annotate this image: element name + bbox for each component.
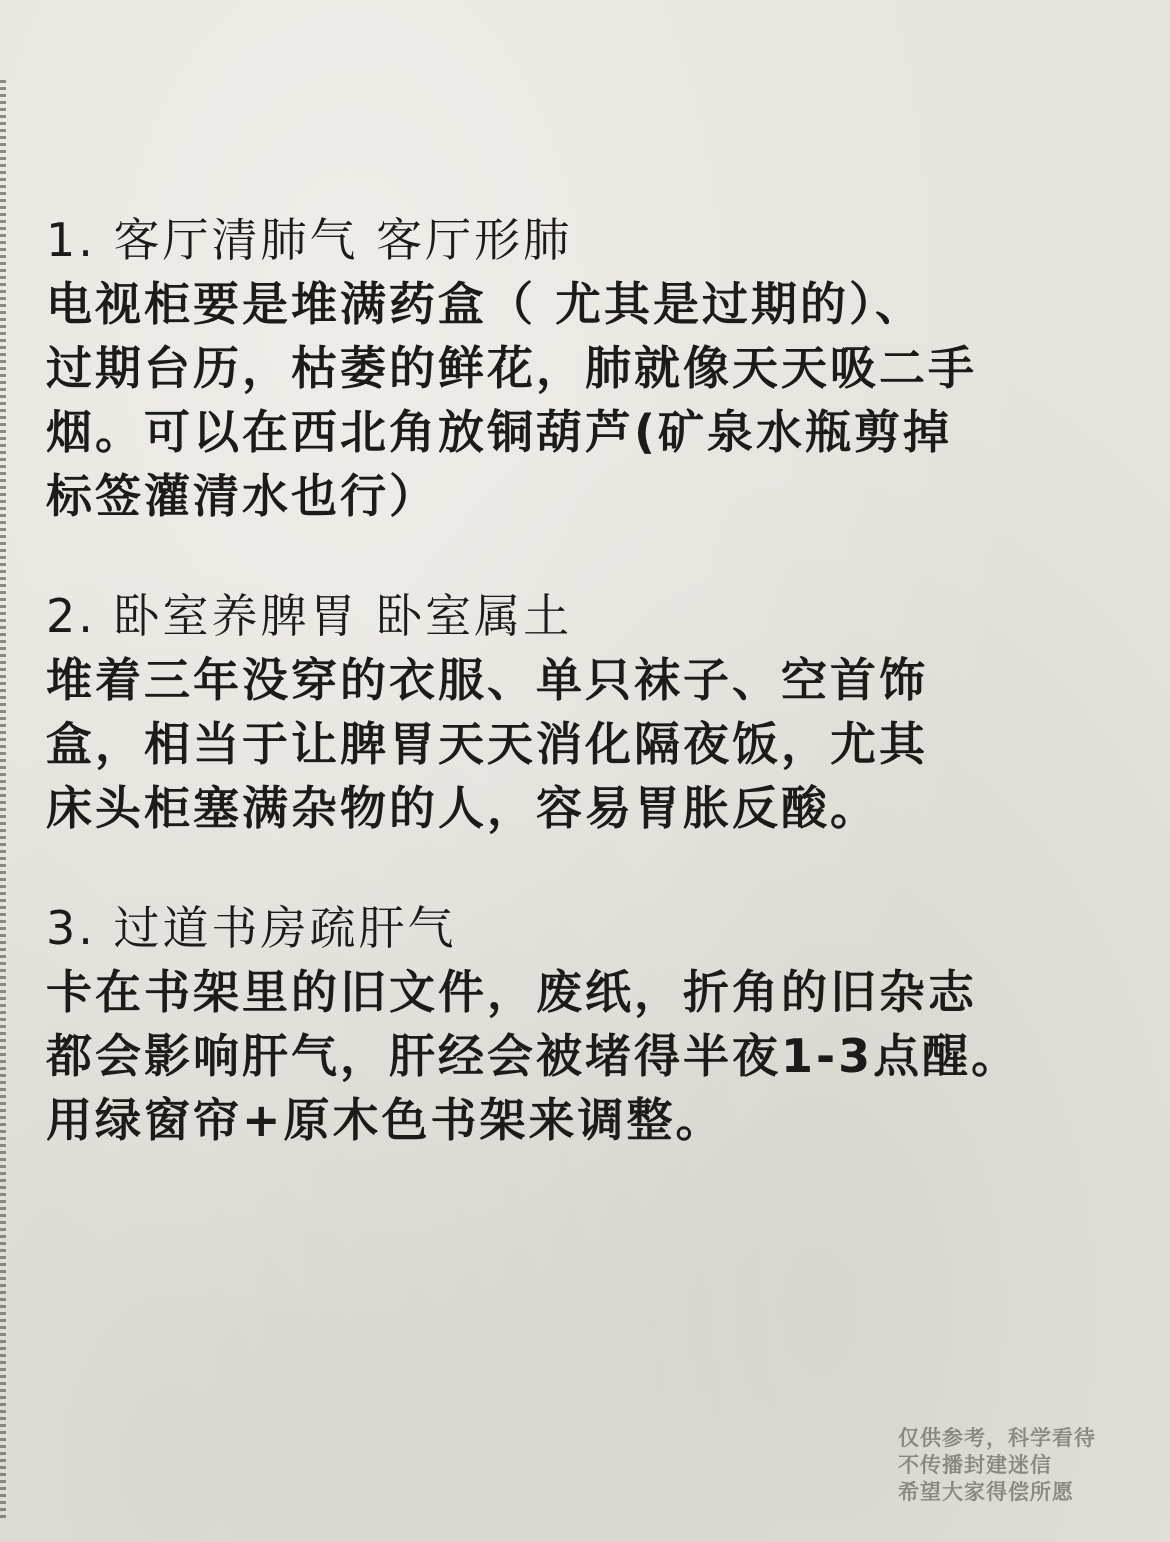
body-line: 堆着三年没穿的衣服、单只袜子、空首饰: [46, 653, 928, 707]
body-line: 标签灌清水也行）: [46, 469, 438, 523]
section-heading: 2. 卧室养脾胃 卧室属土: [46, 589, 573, 643]
disclaimer-line: 仅供参考，科学看待: [898, 1425, 1096, 1450]
section-study: [46, 896, 1136, 1152]
body-line: 都会影响肝气，肝经会被堵得半夜1-3点醒。: [46, 1029, 1021, 1083]
notebook-binding-edge: [0, 80, 6, 1520]
section-heading: 3. 过道书房疏肝气: [46, 901, 457, 955]
disclaimer-note: [898, 1424, 1158, 1505]
body-line: 用绿窗帘+原木色书架来调整。: [46, 1093, 725, 1147]
section-living-room: [46, 208, 1136, 528]
body-line: 卡在书架里的旧文件，废纸，折角的旧杂志: [46, 965, 977, 1019]
body-line: 烟。可以在西北角放铜葫芦(矿泉水瓶剪掉: [46, 405, 953, 459]
disclaimer-line: 希望大家得偿所愿: [898, 1479, 1074, 1504]
body-line: 电视柜要是堆满药盒（ 尤其是过期的）、: [46, 277, 925, 331]
section-bedroom: [46, 584, 1136, 840]
body-line: 床头柜塞满杂物的人，容易胃胀反酸。: [46, 781, 879, 835]
body-line: 盒，相当于让脾胃天天消化隔夜饭，尤其: [46, 717, 928, 771]
disclaimer-line: 不传播封建迷信: [898, 1452, 1052, 1477]
section-heading: 1. 客厅清肺气 客厅形肺: [46, 213, 573, 267]
article-body: [46, 208, 1136, 1208]
body-line: 过期台历，枯萎的鲜花，肺就像天天吸二手: [46, 341, 977, 395]
